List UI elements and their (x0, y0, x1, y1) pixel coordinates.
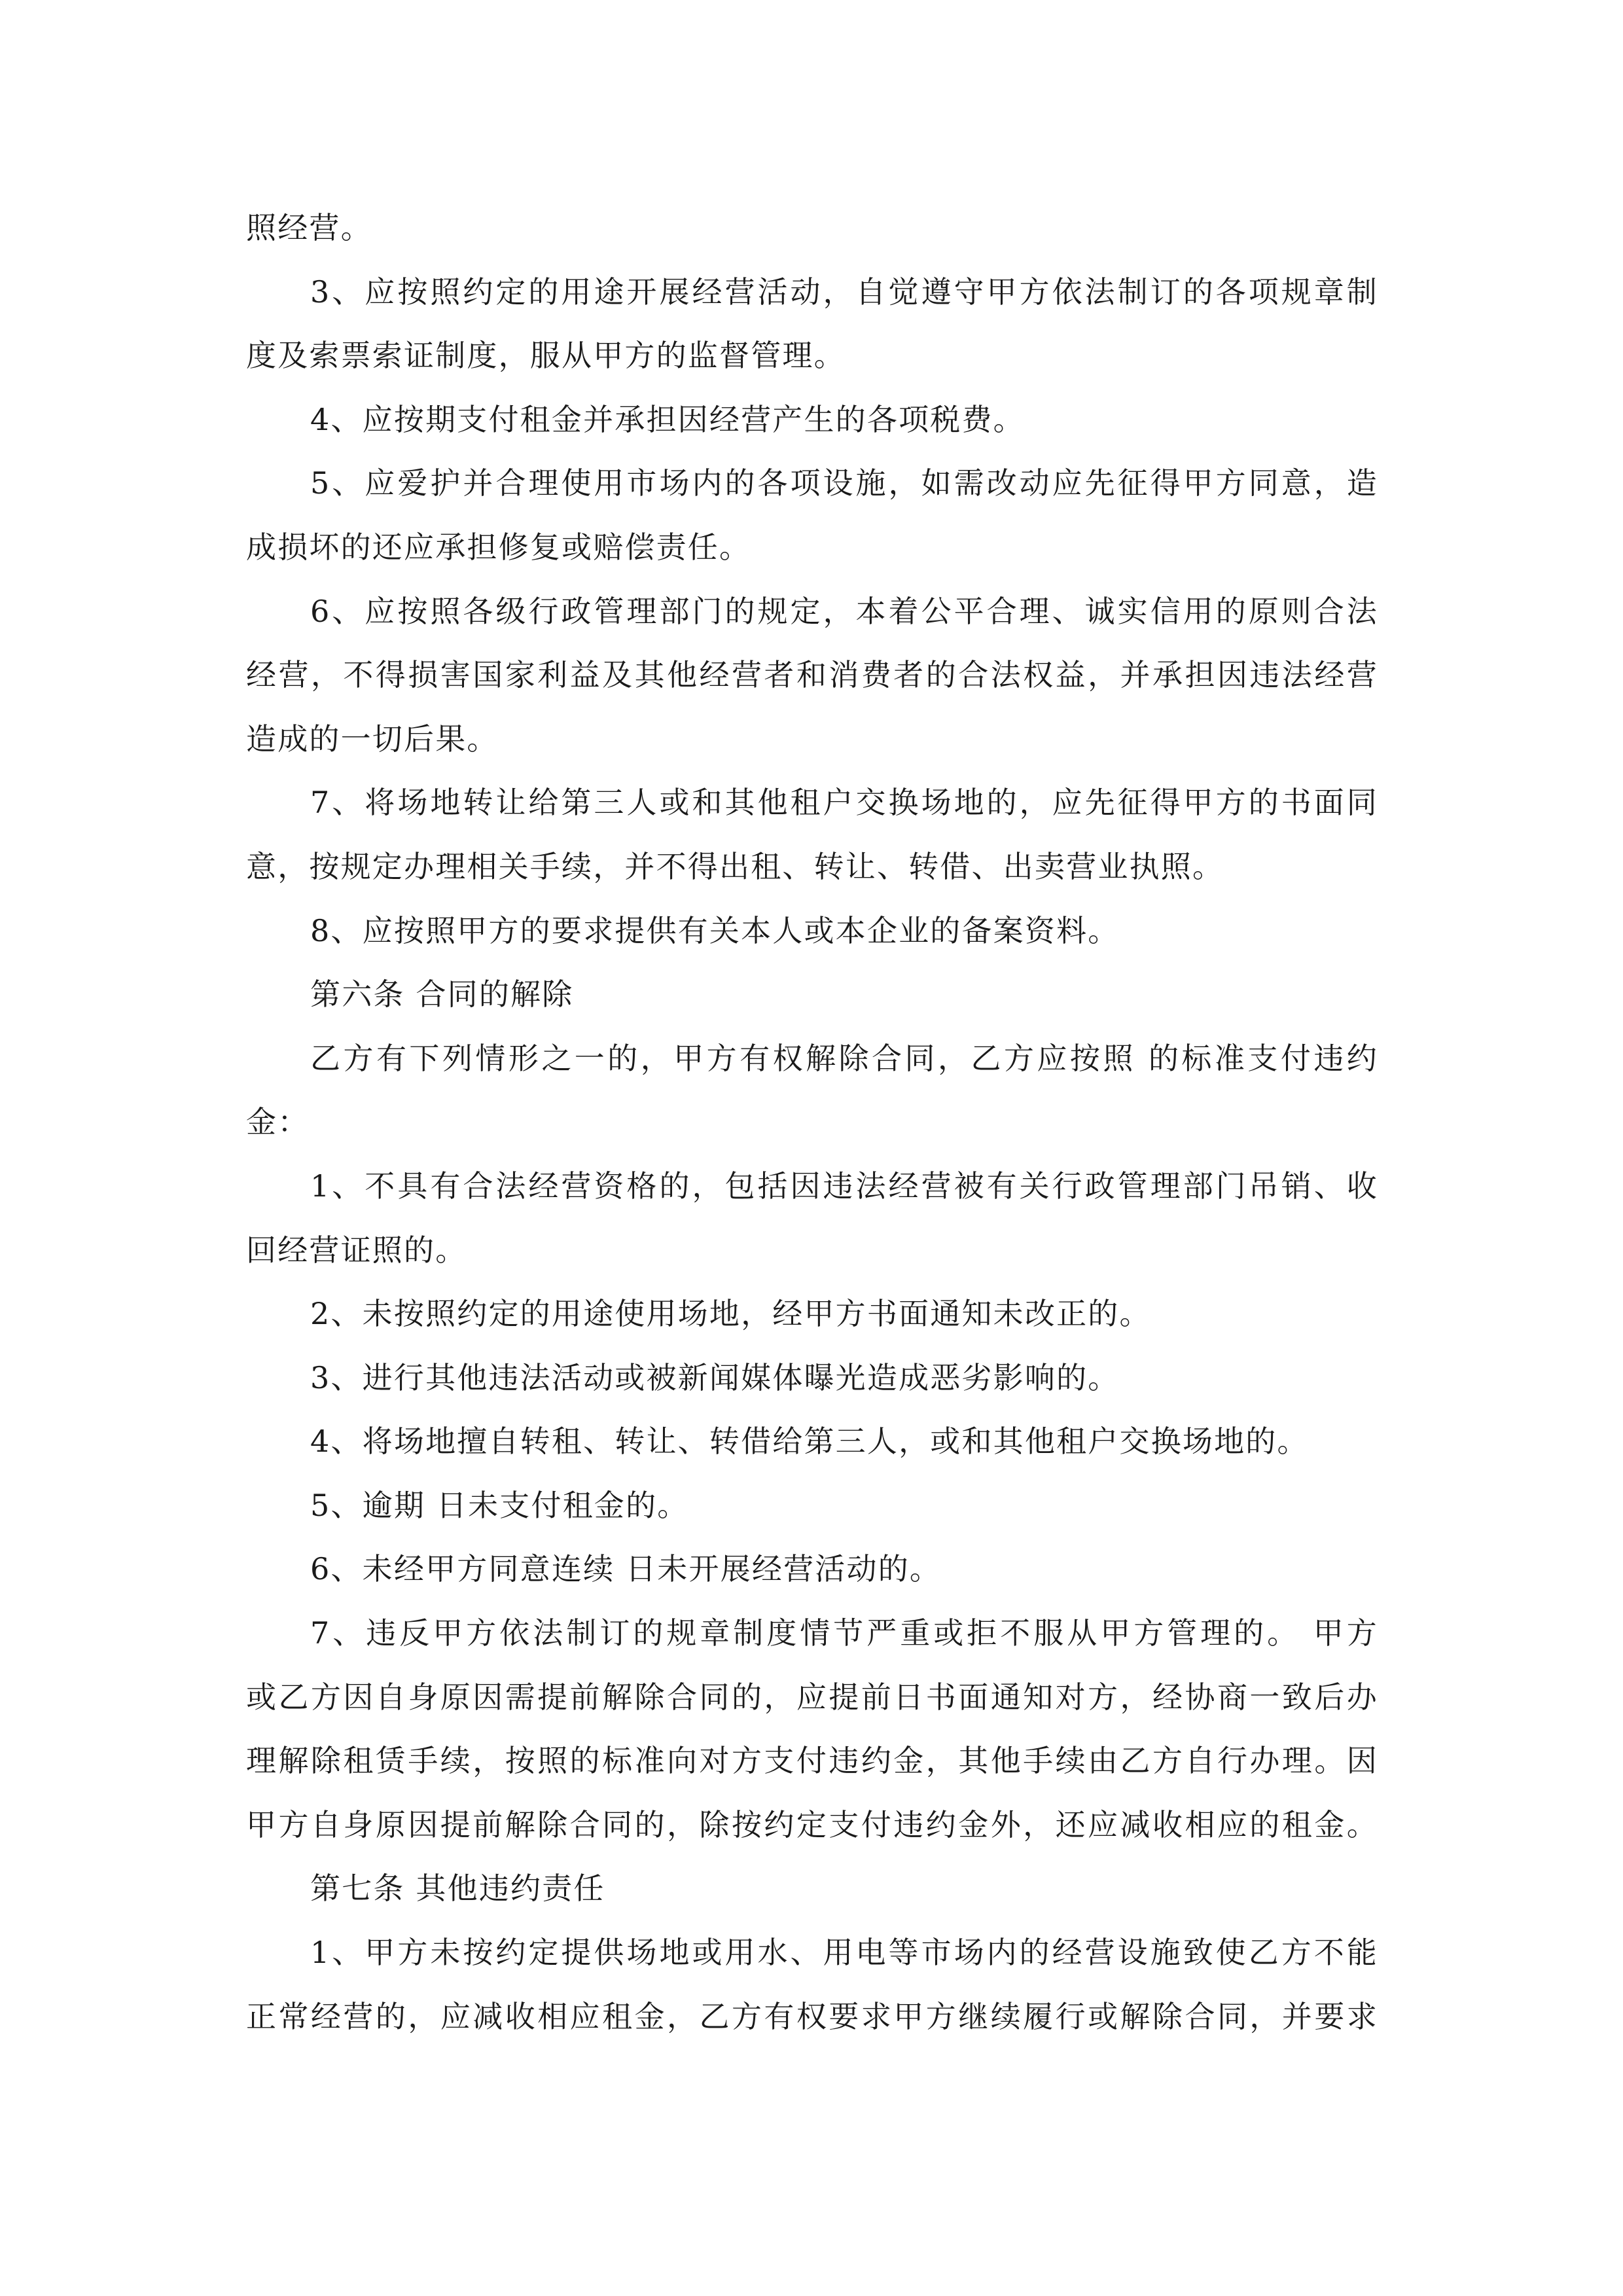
text-line: 4、应按期支付租金并承担因经营产生的各项税费。 (310, 401, 1025, 437)
text-line: 或乙方因自身原因需提前解除合同的，应提前日书面通知对方，经协商一致后办 (246, 1679, 1378, 1715)
text-line: 经营，不得损害国家利益及其他经营者和消费者的合法权益，并承担因违法经营 (246, 657, 1378, 693)
text-line: 5、应爱护并合理使用市场内的各项设施，如需改动应先征得甲方同意，造 (310, 465, 1378, 501)
text-line: 成损坏的还应承担修复或赔偿责任。 (246, 529, 751, 565)
text-line: 1、不具有合法经营资格的，包括因违法经营被有关行政管理部门吊销、收 (310, 1168, 1378, 1204)
text-line: 1、甲方未按约定提供场地或用水、用电等市场内的经营设施致使乙方不能 (310, 1935, 1378, 1971)
text-line: 2、未按照约定的用途使用场地，经甲方书面通知未改正的。 (310, 1296, 1151, 1332)
text-line: 度及索票索证制度，服从甲方的监督管理。 (246, 338, 846, 374)
text-line: 乙方有下列情形之一的，甲方有权解除合同，乙方应按照 的标准支付违约 (310, 1040, 1378, 1076)
text-line: 6、应按照各级行政管理部门的规定，本着公平合理、诚实信用的原则合法 (310, 593, 1378, 629)
text-line: 造成的一切后果。 (246, 721, 499, 757)
text-line: 4、将场地擅自转租、转让、转借给第三人，或和其他租户交换场地的。 (310, 1424, 1309, 1460)
text-line: 甲方自身原因提前解除合同的，除按约定支付违约金外，还应减收相应的租金。 (246, 1806, 1378, 1842)
text-line: 8、应按照甲方的要求提供有关本人或本企业的备案资料。 (310, 912, 1120, 948)
text-line: 5、逾期 日未支付租金的。 (310, 1487, 689, 1523)
text-line: 正常经营的，应减收相应租金，乙方有权要求甲方继续履行或解除合同，并要求 (246, 1998, 1378, 2034)
text-line: 回经营证照的。 (246, 1232, 467, 1268)
text-line: 理解除租赁手续，按照的标准向对方支付违约金，其他手续由乙方自行办理。因 (246, 1743, 1378, 1779)
text-line: 第七条 其他违约责任 (310, 1871, 605, 1907)
text-line: 金： (246, 1104, 310, 1140)
text-line: 第六条 合同的解除 (310, 977, 574, 1013)
text-line: 意，按规定办理相关手续，并不得出租、转让、转借、出卖营业执照。 (246, 848, 1224, 884)
text-line: 3、进行其他违法活动或被新闻媒体曝光造成恶劣影响的。 (310, 1359, 1120, 1395)
text-line: 3、应按照约定的用途开展经营活动，自觉遵守甲方依法制订的各项规章制 (310, 274, 1378, 310)
text-line: 6、未经甲方同意连续 日未开展经营活动的。 (310, 1551, 942, 1587)
text-line: 照经营。 (246, 210, 372, 245)
text-line: 7、违反甲方依法制订的规章制度情节严重或拒不服从甲方管理的。 甲方 (310, 1615, 1378, 1651)
contract-text-body (246, 196, 1378, 2049)
text-line: 7、将场地转让给第三人或和其他租户交换场地的，应先征得甲方的书面同 (310, 785, 1378, 821)
